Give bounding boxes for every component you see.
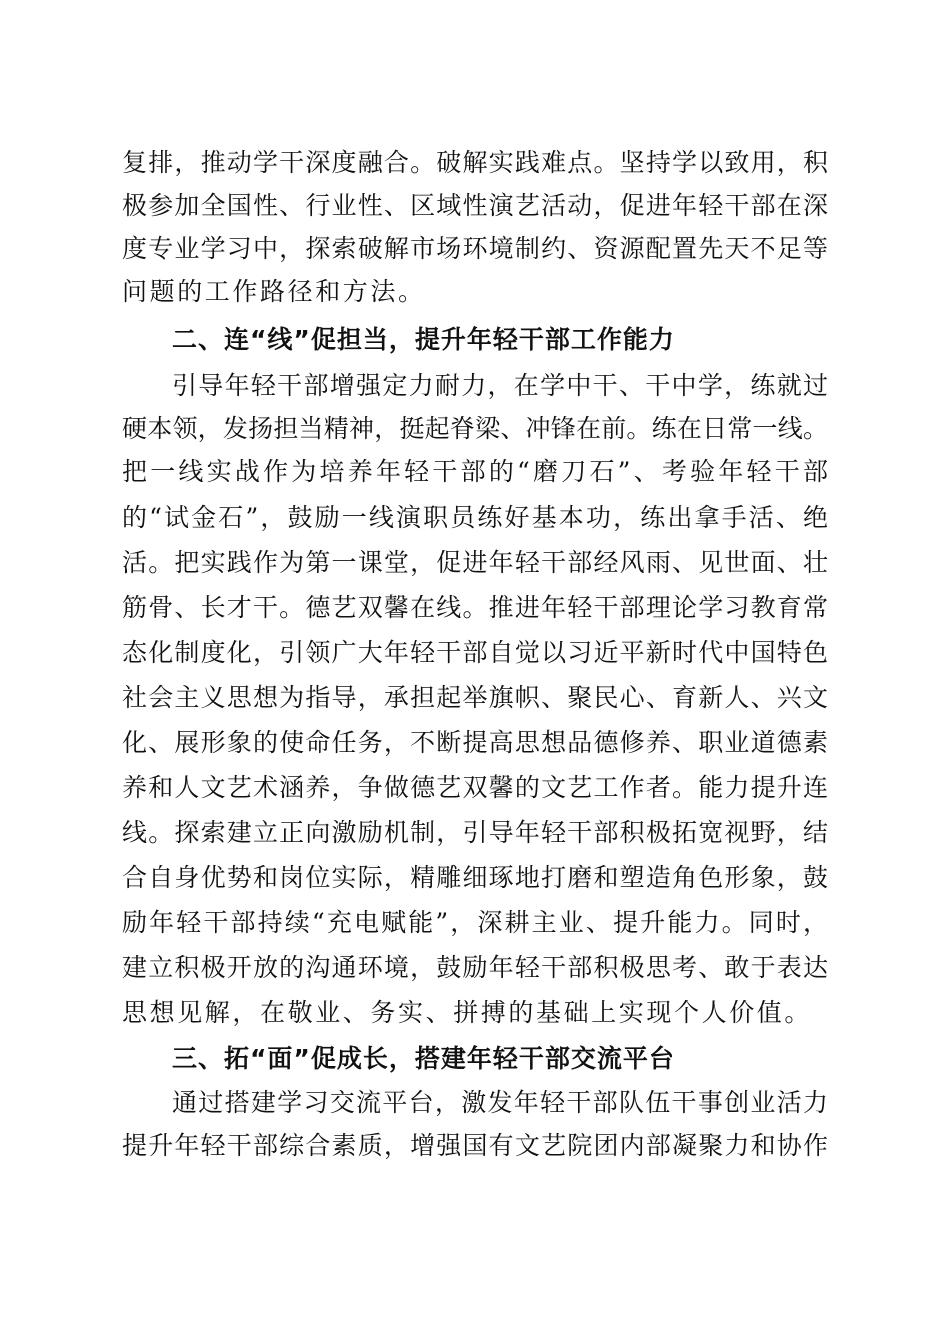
- text-line: 通过搭建学习交流平台，激发年轻干部队伍干事创业活力: [172, 1088, 828, 1117]
- section-heading: 二、连“线”促担当，提升年轻干部工作能力: [172, 325, 675, 354]
- text-line: 化、展形象的使命任务，不断提高思想品德修养、职业道德素: [122, 728, 828, 757]
- text-line: 提升年轻干部综合素质，增强国有文艺院团内部凝聚力和协作: [122, 1131, 828, 1160]
- text-line: 硬本领，发扬担当精神，挺起脊梁、冲锋在前。练在日常一线。: [122, 414, 828, 443]
- text-line: 态化制度化，引领广大年轻干部自觉以习近平新时代中国特色: [122, 638, 828, 667]
- text-line: 筋骨、长才干。德艺双馨在线。推进年轻干部理论学习教育常: [122, 593, 828, 622]
- text-line: 社会主义思想为指导，承担起举旗帜、聚民心、育新人、兴文: [122, 683, 828, 712]
- text-line: 建立积极开放的沟通环境，鼓励年轻干部积极思考、敢于表达: [122, 953, 828, 982]
- text-line: 极参加全国性、行业性、区域性演艺活动，促进年轻干部在深: [122, 191, 828, 220]
- text-line: 复排，推动学干深度融合。破解实践难点。坚持学以致用，积: [122, 148, 828, 177]
- text-line: 的“试金石”，鼓励一线演职员练好基本功，练出拿手活、绝: [122, 503, 828, 532]
- section-heading: 三、拓“面”促成长，搭建年轻干部交流平台: [172, 1044, 675, 1073]
- text-line: 引导年轻干部增强定力耐力，在学中干、干中学，练就过: [172, 371, 828, 400]
- text-line: 思想见解，在敬业、务实、拼搏的基础上实现个人价值。: [122, 998, 813, 1027]
- text-line: 合自身优势和岗位实际，精雕细琢地打磨和塑造角色形象，鼓: [122, 863, 828, 892]
- text-line: 养和人文艺术涵养，争做德艺双馨的文艺工作者。能力提升连: [122, 773, 828, 802]
- text-line: 度专业学习中，探索破解市场环境制约、资源配置先天不足等: [122, 234, 828, 263]
- text-line: 励年轻干部持续“充电赋能”，深耕主业、提升能力。同时，: [122, 908, 828, 937]
- text-line: 把一线实战作为培养年轻干部的“磨刀石”、考验年轻干部: [122, 457, 828, 486]
- text-line: 问题的工作路径和方法。: [122, 277, 426, 306]
- text-line: 活。把实践作为第一课堂，促进年轻干部经风雨、见世面、壮: [122, 548, 828, 577]
- text-line: 线。探索建立正向激励机制，引导年轻干部积极拓宽视野，结: [122, 818, 828, 847]
